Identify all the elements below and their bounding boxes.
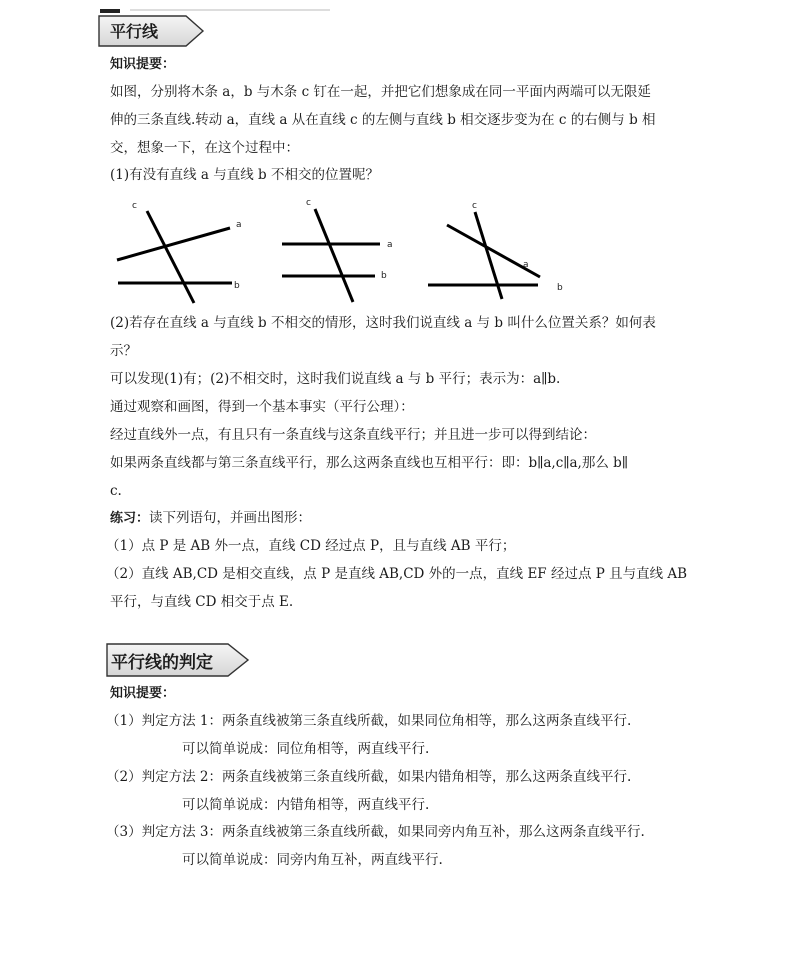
question-2-line2: 示？ <box>110 343 137 359</box>
label-b: b <box>381 271 387 281</box>
exercise-2-line1: （2）直线 AB,CD 是相交直线，点 P 是直线 AB,CD 外的一点，直线 EF 经过点 P 且与直线 AB <box>106 566 688 582</box>
observe: 通过观察和画图，得到一个基本事实（平行公理）： <box>110 399 414 415</box>
label-c: c <box>306 198 311 208</box>
corollary-line1: 如果两条直线都与第三条直线平行，那么这两条直线也互相平行：即：b∥a,c∥a,那么 b∥ <box>110 455 629 471</box>
figure-a-crosses-left <box>117 201 242 303</box>
corollary-line2: c. <box>110 483 122 499</box>
figure-a-parallel-b <box>282 198 393 302</box>
label-a: a <box>387 240 393 250</box>
method-1: （1）判定方法 1：两条直线被第三条直线所截，如果同位角相等，那么这两条直线平行. <box>106 713 632 729</box>
question-2-line1: (2)若存在直线 a 与直线 b 不相交的情形，这时我们说直线 a 与 b 叫什么位置关系？如何表 <box>110 315 656 331</box>
exercise-2-line2: 平行，与直线 CD 相交于点 E. <box>110 594 294 610</box>
top-edge-remnant <box>100 0 350 6</box>
question-1: (1)有没有直线 a 与直线 b 不相交的位置呢？ <box>110 167 379 183</box>
exercise-1: （1）点 P 是 AB 外一点，直线 CD 经过点 P，且与直线 AB 平行； <box>106 538 516 554</box>
figure-a-crosses-right <box>428 201 563 299</box>
method-2-short: 可以简单说成：内错角相等，两直线平行. <box>182 797 430 813</box>
exercise-label: 练习： <box>110 511 150 526</box>
exercise-intro <box>110 508 690 529</box>
para1-line3: 交，想象一下，在这个过程中： <box>110 140 299 156</box>
method-3: （3）判定方法 3：两条直线被第三条直线所截，如果同旁内角互补，那么这两条直线平行. <box>106 824 645 840</box>
knowledge-label-2: 知识提要： <box>110 686 176 701</box>
exercise-instruction: 读下列语句，并画出图形： <box>149 510 312 526</box>
finding: 可以发现(1)有；(2)不相交时，这时我们说直线 a 与 b 平行；表示为：a∥b. <box>110 371 561 387</box>
label-a: a <box>236 220 242 230</box>
method-1-short: 可以简单说成：同位角相等，两直线平行. <box>182 741 430 757</box>
label-a: a <box>523 260 529 270</box>
method-2: （2）判定方法 2：两条直线被第三条直线所截，如果内错角相等，那么这两条直线平行. <box>106 769 632 785</box>
label-c: c <box>132 201 137 211</box>
method-3-short: 可以简单说成：同旁内角互补，两直线平行. <box>182 852 443 868</box>
label-c: c <box>472 201 477 211</box>
axiom: 经过直线外一点，有且只有一条直线与这条直线平行；并且进一步可以得到结论： <box>110 427 596 443</box>
section2-title: 平行线的判定 <box>111 653 213 673</box>
label-b: b <box>557 283 563 293</box>
para1-line2: 伸的三条直线.转动 a，直线 a 从在直线 c 的左侧与直线 b 相交逐步变为在 c 的右侧与 b 相 <box>110 112 656 128</box>
section1-title: 平行线 <box>110 22 159 41</box>
label-b: b <box>234 281 240 291</box>
para1-line1: 如图，分别将木条 a，b 与木条 c 钉在一起，并把它们想象成在同一平面内两端可以无限延 <box>110 84 651 100</box>
knowledge-label: 知识提要： <box>110 57 176 72</box>
parallel-lines-figure <box>110 195 580 310</box>
